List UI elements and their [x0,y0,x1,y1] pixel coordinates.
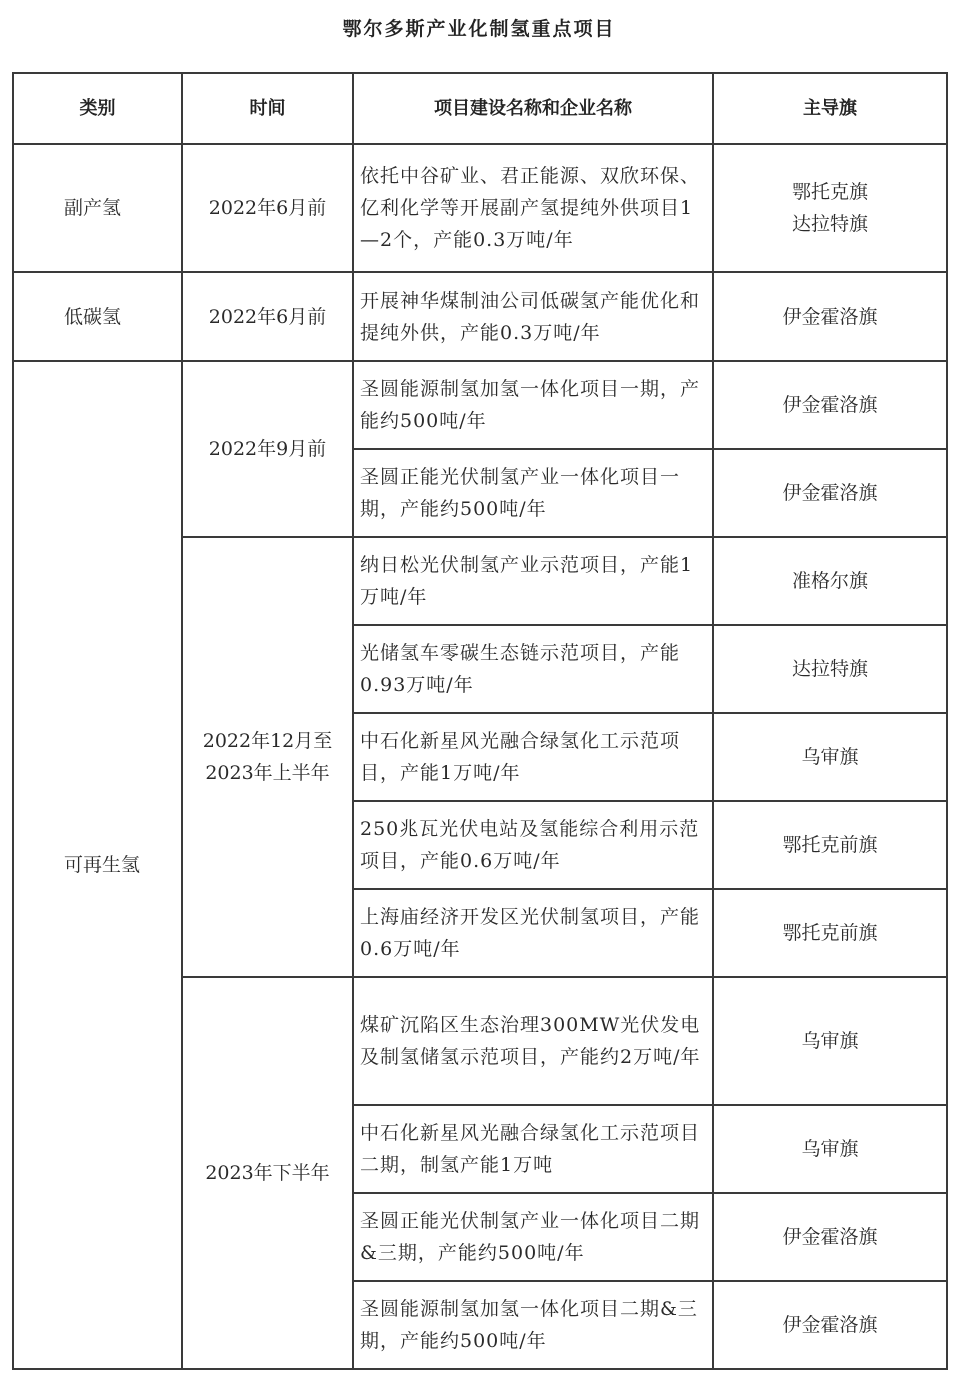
table-row [13,272,947,361]
header-row [13,73,947,144]
banner-cell: 准格尔旗 [713,537,947,625]
project-cell: 光储氢车零碳生态链示范项目，产能0.93万吨/年 [353,625,713,713]
project-cell: 开展神华煤制油公司低碳氢产能优化和提纯外供，产能0.3万吨/年 [353,272,713,361]
banner-cell: 鄂托克前旗 [713,889,947,977]
header-category: 类别 [13,73,182,144]
time-cell: 2022年6月前 [182,272,353,361]
banner-cell: 鄂托克前旗 [713,801,947,889]
time-cell: 2022年9月前 [182,361,353,537]
banner-cell: 伊金霍洛旗 [713,1193,947,1281]
project-cell: 250兆瓦光伏电站及氢能综合利用示范项目，产能0.6万吨/年 [353,801,713,889]
category-cell: 副产氢 [13,144,182,272]
project-cell: 圣圆正能光伏制氢产业一体化项目二期&三期，产能约500吨/年 [353,1193,713,1281]
project-cell: 圣圆能源制氢加氢一体化项目二期&三期，产能约500吨/年 [353,1281,713,1369]
project-cell: 依托中谷矿业、君正能源、双欣环保、亿利化学等开展副产氢提纯外供项目1—2个，产能0.3万吨/年 [353,144,713,272]
header-time: 时间 [182,73,353,144]
project-cell: 煤矿沉陷区生态治理300MW光伏发电及制氢储氢示范项目，产能约2万吨/年 [353,977,713,1105]
projects-table [12,72,948,1370]
banner-cell: 伊金霍洛旗 [713,449,947,537]
table-title: 鄂尔多斯产业化制氢重点项目 [342,18,616,40]
banner-cell: 达拉特旗 [713,625,947,713]
project-cell: 纳日松光伏制氢产业示范项目，产能1万吨/年 [353,537,713,625]
banner-cell: 乌审旗 [713,713,947,801]
category-cell: 低碳氢 [13,272,182,361]
project-cell: 圣圆能源制氢加氢一体化项目一期，产能约500吨/年 [353,361,713,449]
project-cell: 中石化新星风光融合绿氢化工示范项目，产能1万吨/年 [353,713,713,801]
table-row [13,361,947,449]
header-banner: 主导旗 [713,73,947,144]
time-cell: 2022年6月前 [182,144,353,272]
banner-cell: 鄂托克旗 达拉特旗 [713,144,947,272]
banner-cell: 伊金霍洛旗 [713,272,947,361]
banner-cell: 伊金霍洛旗 [713,361,947,449]
project-cell: 圣圆正能光伏制氢产业一体化项目一期，产能约500吨/年 [353,449,713,537]
category-cell: 可再生氢 [13,361,182,1369]
banner-cell: 乌审旗 [713,977,947,1105]
banner-cell: 乌审旗 [713,1105,947,1193]
header-project: 项目建设名称和企业名称 [353,73,713,144]
project-cell: 中石化新星风光融合绿氢化工示范项目二期，制氢产能1万吨 [353,1105,713,1193]
banner-cell: 伊金霍洛旗 [713,1281,947,1369]
project-cell: 上海庙经济开发区光伏制氢项目，产能0.6万吨/年 [353,889,713,977]
time-cell: 2022年12月至 2023年上半年 [182,537,353,977]
table-row [13,144,947,272]
time-cell: 2023年下半年 [182,977,353,1369]
